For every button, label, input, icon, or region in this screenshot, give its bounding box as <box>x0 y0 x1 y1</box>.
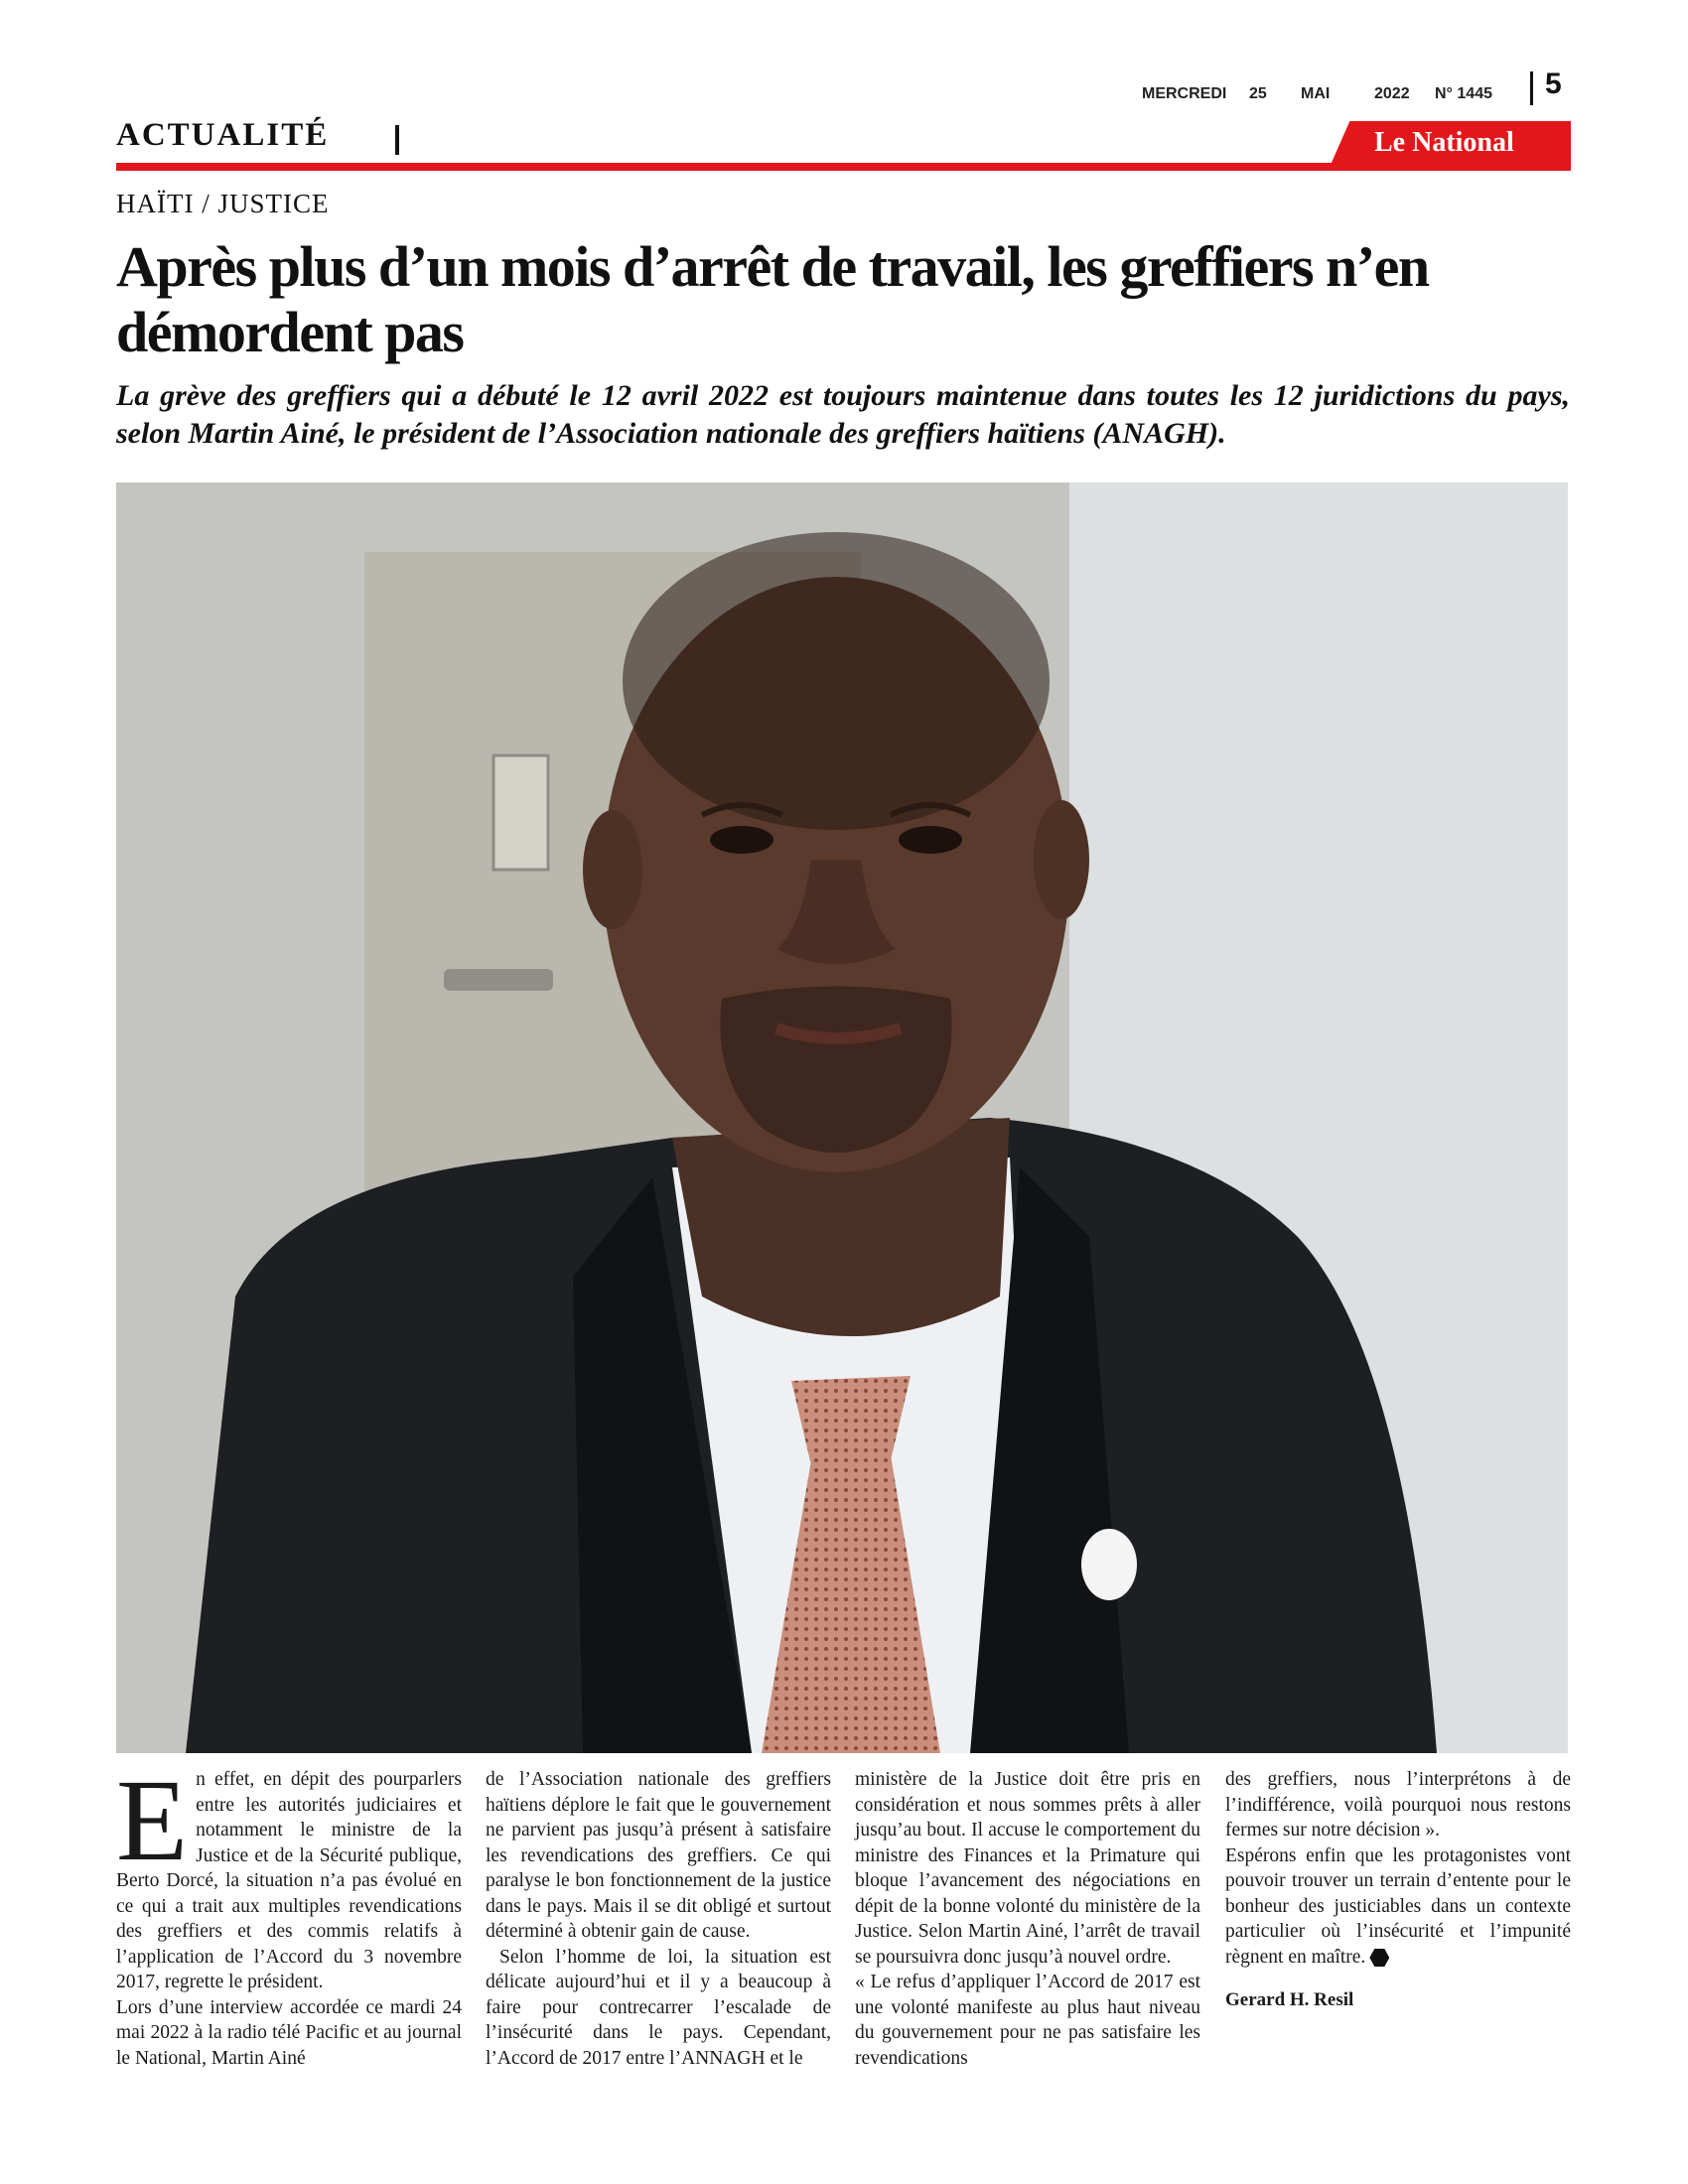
paragraph: des greffiers, nous l’interprétons à de l’indifférence, voilà pourquoi nous restons fermes sur notre décision ». <box>1225 1769 1571 1841</box>
lede: La grève des greffiers qui a débuté le 12 avril 2022 est toujours maintenue dans toutes les 12 juridictions du pays, selon Martin Ainé, le président de l’Association nationale des greffiers haïtiens (ANAGH). <box>116 379 1570 450</box>
end-mark-icon <box>1369 1948 1389 1968</box>
paragraph: « Le refus d’appliquer l’Accord de 2017 est une volonté manifeste au plus haut niveau du gouvernement pour ne pas satisfaire les revendications <box>855 1972 1200 2069</box>
issue-day: MERCREDI <box>1142 85 1227 102</box>
column-1 <box>116 1755 462 2071</box>
left-eye <box>710 826 774 854</box>
page-number-divider <box>1530 71 1533 105</box>
column-4 <box>1225 1767 1571 2013</box>
paragraph: Selon l’homme de loi, la situation est délicate aujourd’hui et il y a beaucoup à faire pour contrecarrer l’escalade de l’insécurité dans le pays. Cependant, l’Accord de 2017 entre l’ANNAGH et le <box>486 1946 831 2069</box>
section-title: ACTUALITÉ <box>116 117 330 153</box>
paragraph: ministère de la Justice doit être pris en considération et nous sommes prêts à aller jusqu’au bout. Il accuse le comportement du ministre des Finances et la Primature qui bloque l’avancement des négociations en dépit de la bonne volonté du ministère de la Justice. Selon Martin Ainé, l’arrêt de travail se poursuivra donc jusqu’à nouvel ordre. <box>855 1769 1200 1968</box>
brand-name: Le National <box>1374 127 1514 158</box>
column-2 <box>486 1767 831 2071</box>
issue-month: MAI <box>1301 85 1331 102</box>
article-photo <box>116 482 1568 1753</box>
paragraph <box>116 1755 462 1995</box>
paragraph-text: Espérons enfin que les protagonistes vont pouvoir trouver un terrain d’entente pour le bonheur des justiciables dans un contexte particulier où l’insécurité et l’impunité règnent en maître. <box>1225 1844 1571 1968</box>
column-3 <box>855 1767 1200 2071</box>
headline: Après plus d’un mois d’arrêt de travail, les greffiers n’en démordent pas <box>116 234 1429 364</box>
article-body <box>116 1755 1571 2095</box>
issue-year: 2022 <box>1374 85 1410 102</box>
paragraph: Lors d’une interview accordée ce mardi 24 mai 2022 à la radio télé Pacific et au journal le National, Martin Ainé <box>116 1996 462 2069</box>
header-rule <box>116 163 1571 171</box>
paragraph: de l’Association nationale des greffiers haïtiens déplore le fait que le gouvernement ne parvient pas jusqu’à présent à satisfaire les revendications des greffiers. Ce qui paralyse le bon fonctionnement de la justice dans le pays. Mais il se dit obligé et surtout déterminé à obtenir gain de cause. <box>486 1769 831 1942</box>
issue-date-day: 25 <box>1249 85 1267 102</box>
portrait-illustration <box>116 482 1568 1753</box>
page-number: 5 <box>1545 68 1562 100</box>
cabinet-label-holder <box>493 755 548 870</box>
hair <box>623 532 1050 830</box>
paragraph <box>1225 1843 1571 1971</box>
issue-number: N° 1445 <box>1435 85 1492 102</box>
byline: Gerard H. Resil <box>1225 1989 1354 2010</box>
left-ear <box>583 810 642 929</box>
kicker: HAÏTI / JUSTICE <box>116 189 330 218</box>
cabinet-handle <box>444 969 553 991</box>
lapel-pin <box>1081 1529 1137 1600</box>
right-ear <box>1034 800 1089 919</box>
paragraph-text: n effet, en dépit des pourparlers entre les autorités judiciaires et notamment le ministre de la Justice et de la Sécurité publique, Berto Dorcé, la situation n’a pas évolué en ce qui a trait aux multiples revendications des greffiers et des commis relatifs à l’application de l’Accord du 3 novembre 2017, regrette le président. <box>116 1769 462 1992</box>
drop-cap: E <box>116 1755 189 1885</box>
right-eye <box>899 826 962 854</box>
tie-knot <box>791 1376 911 1465</box>
issue-info <box>1142 79 1519 109</box>
section-divider <box>395 125 399 155</box>
